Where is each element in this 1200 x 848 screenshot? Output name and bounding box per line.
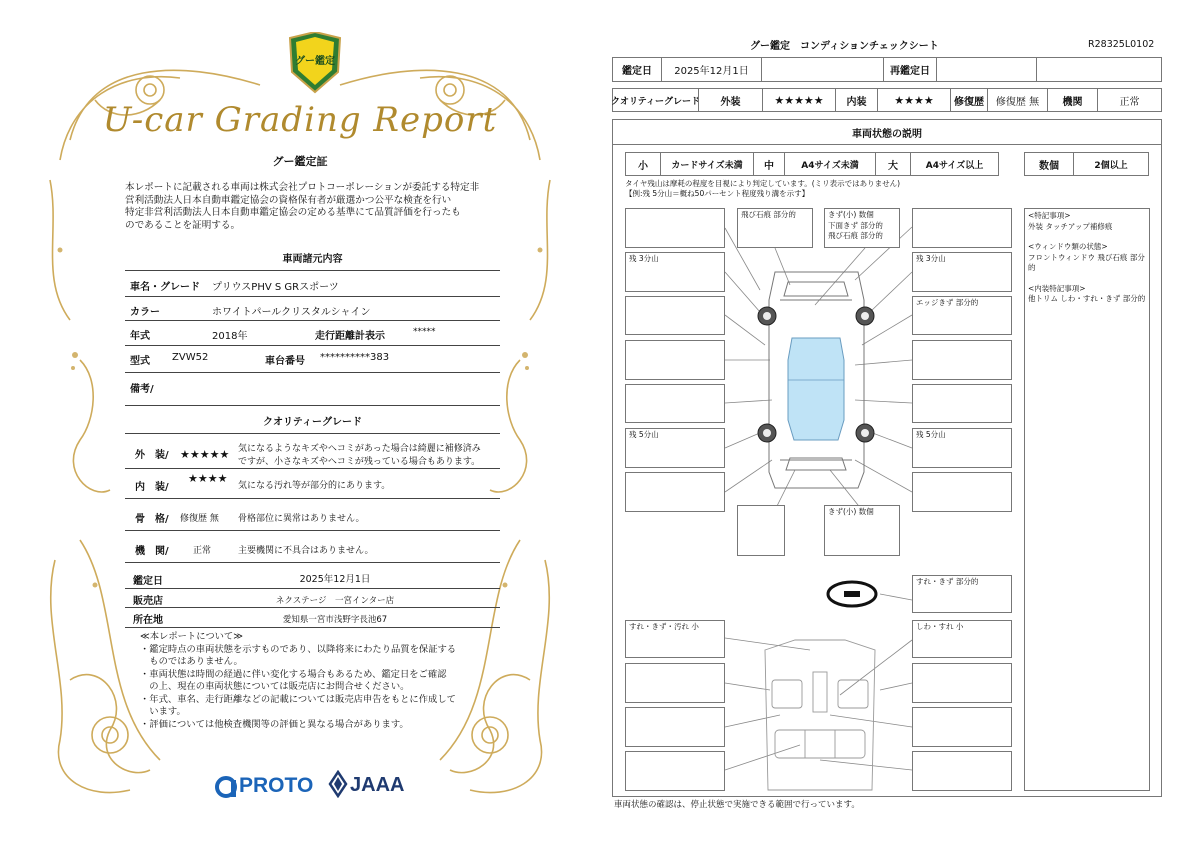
condition-box-int-right-4 [912,751,1012,791]
condition-box-left-3 [625,296,725,335]
notice-line: ものではありません。 [140,656,243,667]
date-value: 2025年12月1日 [661,57,762,82]
date-value: 2025年12月1日 [299,574,371,585]
notice-line: います。 [140,706,186,717]
exterior-stars: ★★★★★ [180,448,230,461]
condition-box-left-tire-front: 残 3分山 [625,252,725,292]
grade-label: クオリティーグレード [612,88,699,112]
engine-desc: 主要機関に不具合はありません。 [238,546,374,556]
condition-box-left-4 [625,340,725,380]
engine-value: 正常 [193,546,212,556]
size-mid-desc: A4サイズ未満 [784,152,876,176]
int-stars: ★★★★ [877,88,951,112]
color-label: カラー [130,307,160,318]
special-value: 外装 タッチアップ補修痕 [1028,221,1113,231]
repair-label: 修復歴 [950,88,988,112]
date-label: 鑑定日 [133,576,163,587]
size-large-desc: A4サイズ以上 [910,152,999,176]
condition-box-top-2 [824,208,900,248]
condition-box-right-1 [912,208,1012,248]
redate-label: 再鑑定日 [883,57,937,82]
model-label: 型式 [130,356,150,367]
condition-box-int-left-2 [625,663,725,703]
chassis-value: **********383 [320,352,390,363]
jaaa-mark-icon [328,770,348,798]
jaaa-logo [328,770,418,800]
condition-box-right-tire-front: 残 3分山 [912,252,1012,292]
size-large: 大 [875,152,911,176]
mileage-label: 走行距離計表示 [315,331,385,342]
frame-value: 修復歴 無 [180,514,219,524]
sheet-title: グー鑑定 コンディションチェックシート [750,41,939,52]
condition-box-right-4 [912,340,1012,380]
proto-mark-icon [215,774,241,800]
name-label: 車名・グレード [130,282,200,293]
condition-box-right-edge: エッジきず 部分的 [912,296,1012,335]
color-value: ホワイトパールクリスタルシャイン [212,307,371,318]
special-notes [1024,208,1150,791]
frame-desc: 骨格部位に異常はありません。 [238,514,365,524]
steering-wheel-icon [828,582,876,606]
mileage-value: ***** [413,327,436,337]
notice-line: ・評価については他検査機関等の評価と異なる場合があります。 [140,718,409,730]
chassis-label: 車台番号 [265,356,305,367]
notice-line: ・車両状態は時間の経過に伴い変化する場合もあるため、鑑定日をご確認 [140,668,447,680]
notices [140,631,500,731]
condition-box-top-1: 飛び石痕 部分的 [737,208,813,248]
condition-box-left-5 [625,384,725,423]
intro-line: 本レポートに記載される車両は株式会社プロトコーポレーションが委託する特定非 [125,182,480,193]
proto-logo [215,772,325,800]
notice-title: ≪本レポートについて≫ [140,631,243,642]
window-title: <ウィンドウ類の状態> [1028,242,1108,251]
exterior-label: 外 装/ [135,450,169,461]
interior-value: 他トリム しわ・すれ・きず 部分的 [1028,294,1146,303]
report-title: U-car Grading Report [102,100,498,140]
year-value: 2018年 [212,331,248,342]
box-line: 下面きず 部分的 [828,220,883,230]
interior-label: 内 装/ [135,482,169,493]
condition-box-int-right-3 [912,707,1012,747]
condition-box-steering: すれ・きず 部分的 [912,575,1012,613]
address-label: 所在地 [133,615,163,626]
ext-label: 外装 [698,88,763,112]
condition-box-bottom-2: きず(小) 数個 [824,505,900,556]
engine-value: 正常 [1097,88,1162,112]
condition-box-right-tire-rear: 残 5分山 [912,428,1012,468]
special-title: <特記事項> [1028,211,1071,220]
tire-note-line: タイヤ残山は摩耗の程度を目視により判定しています。(ミリ表示ではありません) [625,179,901,188]
sheet-code: R28325L0102 [1088,39,1155,50]
window-value: フロントウィンドウ 飛び石痕 部分的 [1028,252,1145,272]
engine-label: 機関 [1047,88,1098,112]
date-label: 鑑定日 [612,57,662,82]
year-label: 年式 [130,331,150,342]
quality-heading: クオリティーグレード [263,417,362,428]
box-line: きず(小) 数個 [828,210,874,219]
goo-kantei-badge [288,32,342,94]
box-line: 飛び石痕 部分的 [828,231,883,240]
condition-box-int-right-2 [912,663,1012,703]
notice-line: ・鑑定時点の車両状態を示すものであり、以降将来にわたり品質を保証する [140,643,457,655]
badge-text: グー鑑定 [295,56,335,67]
intro-line: 特定非営利活動法人日本自動車鑑定協会の定める基準にて品質評価を行ったも [125,207,461,218]
exterior-desc: ですが、小さなキズやヘコミが残っている場合もあります。 [238,457,481,467]
interior-stars: ★★★★ [188,472,228,485]
model-value: ZVW52 [172,352,209,363]
frame-label: 骨 格/ [135,514,169,525]
notice-line: ・年式、車名、走行距離などの記載については販売店申告をもとに作成して [140,693,456,705]
condition-box-left-tire-rear: 残 5分山 [625,428,725,468]
repair-value: 修復歴 無 [987,88,1048,112]
shop-label: 販売店 [133,596,163,607]
address-value: 愛知県一宮市浅野字長池67 [282,615,388,625]
tire-note-line: 【例:残 5分山＝概ね50パーセント程度残り溝を示す】 [625,189,810,198]
specs-heading: 車両諸元内容 [282,254,343,265]
int-label: 内装 [835,88,878,112]
size-mid: 中 [753,152,785,176]
condition-box-int-left-4 [625,751,725,791]
intro-line: 営利活動法人日本自動車鑑定協会の資格保有者が厳選かつ公平な検査を行い [125,194,452,206]
remarks-label: 備考/ [130,384,154,395]
name-value: プリウスPHV S GRスポーツ [212,282,339,293]
certificate-intro [125,182,505,232]
condition-check-sheet [600,0,1200,848]
interior-title: <内装特記事項> [1028,283,1086,293]
size-small: 小 [625,152,661,176]
interior-desc: 気になる汚れ等が部分的にあります。 [238,481,391,491]
condition-box-seat-right: しわ・すれ 小 [912,620,1012,658]
exterior-desc: 気になるようなキズやヘコミがあった場合は綺麗に補修済み [238,444,481,454]
count-label: 数個 [1024,152,1074,176]
condition-box-right-5 [912,384,1012,423]
jaaa-logo-text: JAAA [350,774,405,796]
condition-box-left-1 [625,208,725,248]
proto-logo-text: PROTO [239,774,314,797]
condition-box-seat-left: すれ・きず・汚れ 小 [625,620,725,658]
count-desc: 2個以上 [1073,152,1149,176]
intro-line: のであることを証明する。 [125,219,241,231]
condition-box-bottom-1 [737,505,785,556]
condition-box-left-7 [625,472,725,512]
size-small-desc: カードサイズ未満 [660,152,754,176]
explain-heading: 車両状態の説明 [852,129,922,140]
notice-line: の上、現在の車両状態については販売店にお問合せください。 [140,681,410,692]
condition-box-right-7 [912,472,1012,512]
shop-value: ネクステージ 一宮インター店 [275,596,395,606]
sheet-footer: 車両状態の確認は、停止状態で実施できる範囲で行っています。 [614,800,860,810]
condition-box-int-left-3 [625,707,725,747]
ext-stars: ★★★★★ [762,88,836,112]
engine-label: 機 関/ [135,546,169,557]
certificate-subtitle: グー鑑定証 [272,155,328,168]
